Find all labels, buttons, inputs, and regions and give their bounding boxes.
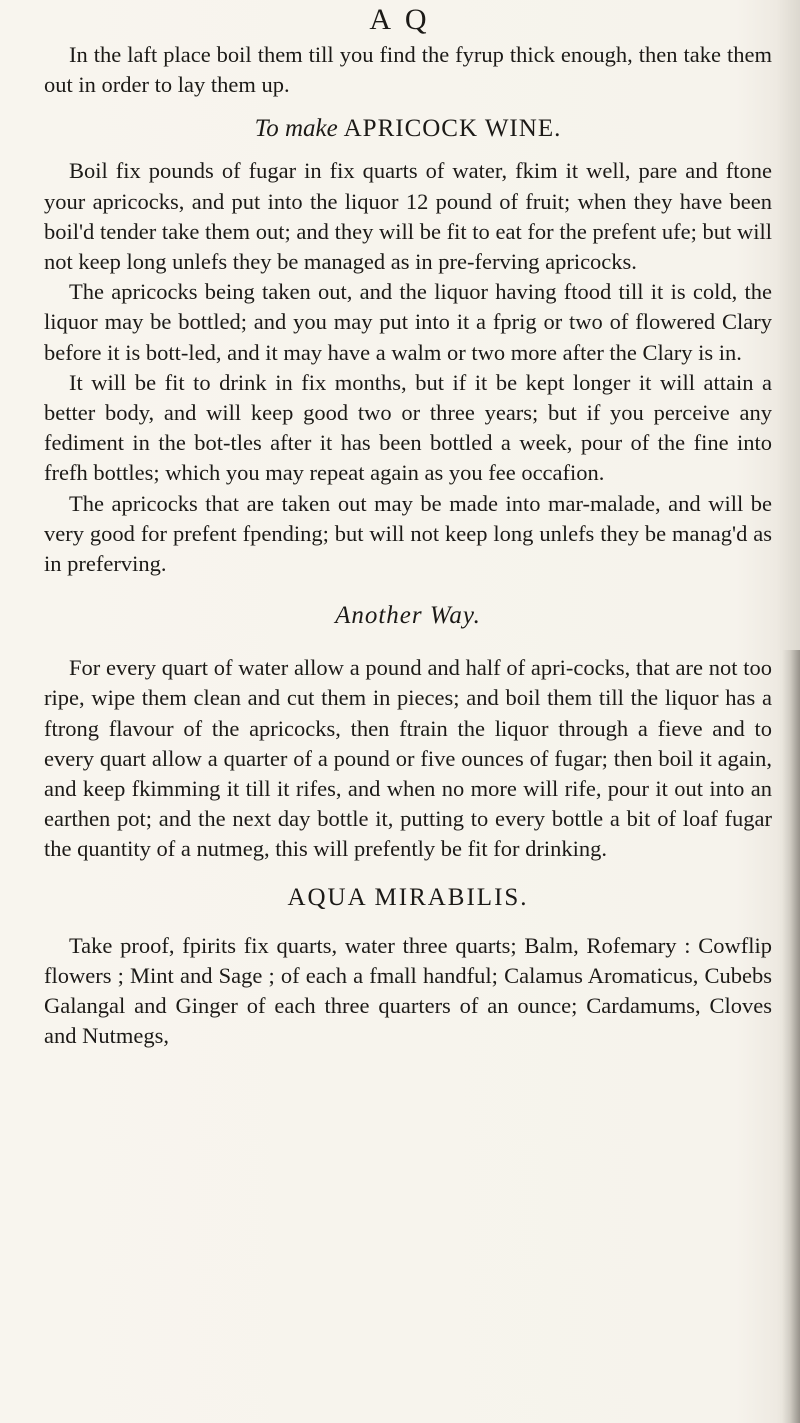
- running-head: A Q: [369, 3, 431, 36]
- page-content: [44, 40, 772, 1051]
- section-title-another-way: Another Way.: [335, 602, 481, 630]
- page-gutter-shadow: [782, 650, 800, 1423]
- paragraph-liquor-bottled: The apricocks being taken out, and the liquor having ftood till it is cold, the liquor may be bottled; and you may put into it a fprig or two of flowered Clary before it is bott-led, and it may have a walm or two more after the Clary is in.: [44, 279, 772, 365]
- paragraph-marmalade: The apricocks that are taken out may be made into mar-malade, and will be very good for prefent fpending; but will not keep long unlefs they be manag'd as in preferving.: [44, 490, 772, 577]
- section-title-aqua-mirabilis: AQUA MIRABILIS.: [287, 883, 529, 911]
- paragraph-six-months: It will be fit to drink in fix months, but if it be kept longer it will attain a better body, and will keep good two or three years; but if you perceive any fediment in the bot-tles after it has been bottled a week, pour of the fine into frefh bottles; which you may repeat again as you fee occafion.: [44, 369, 772, 486]
- paragraph-take-proof: Take proof, fpirits fix quarts, water three quarts; Balm, Rofemary : Cowflip flowers ; Mint and Sage ; of each a fmall handful; Calamus Aromaticus, Cubebs Galangal and Ginger of each three quarters of an ounce; Cardamums, Cloves and Nutmegs,: [44, 932, 772, 1049]
- paragraph-every-quart: For every quart of water allow a pound and half of apri-cocks, that are not too ripe, wipe them clean and cut them in pieces; and boil them till the liquor has a ftrong flavour of the apricocks, then ftrain the liquor through a fieve and to every quart allow a quarter of a pound or five ounces of fugar; then boil it again, and keep fkimming it till it rifes, and when no more will rife, pour it out into an earthen pot; and the next day bottle it, putting to every bottle a bit of loaf fugar the quantity of a nutmeg, this will prefently be fit for drinking.: [44, 655, 772, 862]
- recipe-title-apricock-wine: [44, 112, 772, 146]
- paragraph-intro: In the laft place boil them till you find the fyrup thick enough, then take them out in order to lay them up.: [44, 42, 772, 98]
- recipe-title-prefix: To make: [254, 115, 338, 143]
- paragraph-boil-sugar: Boil fix pounds of fugar in fix quarts of water, fkim it well, pare and ftone your apricocks, and put into the liquor 12 pound of fruit; when they have been boil'd tender take them out; and they will be fit to eat for the prefent ufe; but will not keep long unlefs they be managed as in pre-ferving apricocks.: [44, 158, 772, 275]
- recipe-title-main: APRICOCK WINE.: [343, 115, 562, 143]
